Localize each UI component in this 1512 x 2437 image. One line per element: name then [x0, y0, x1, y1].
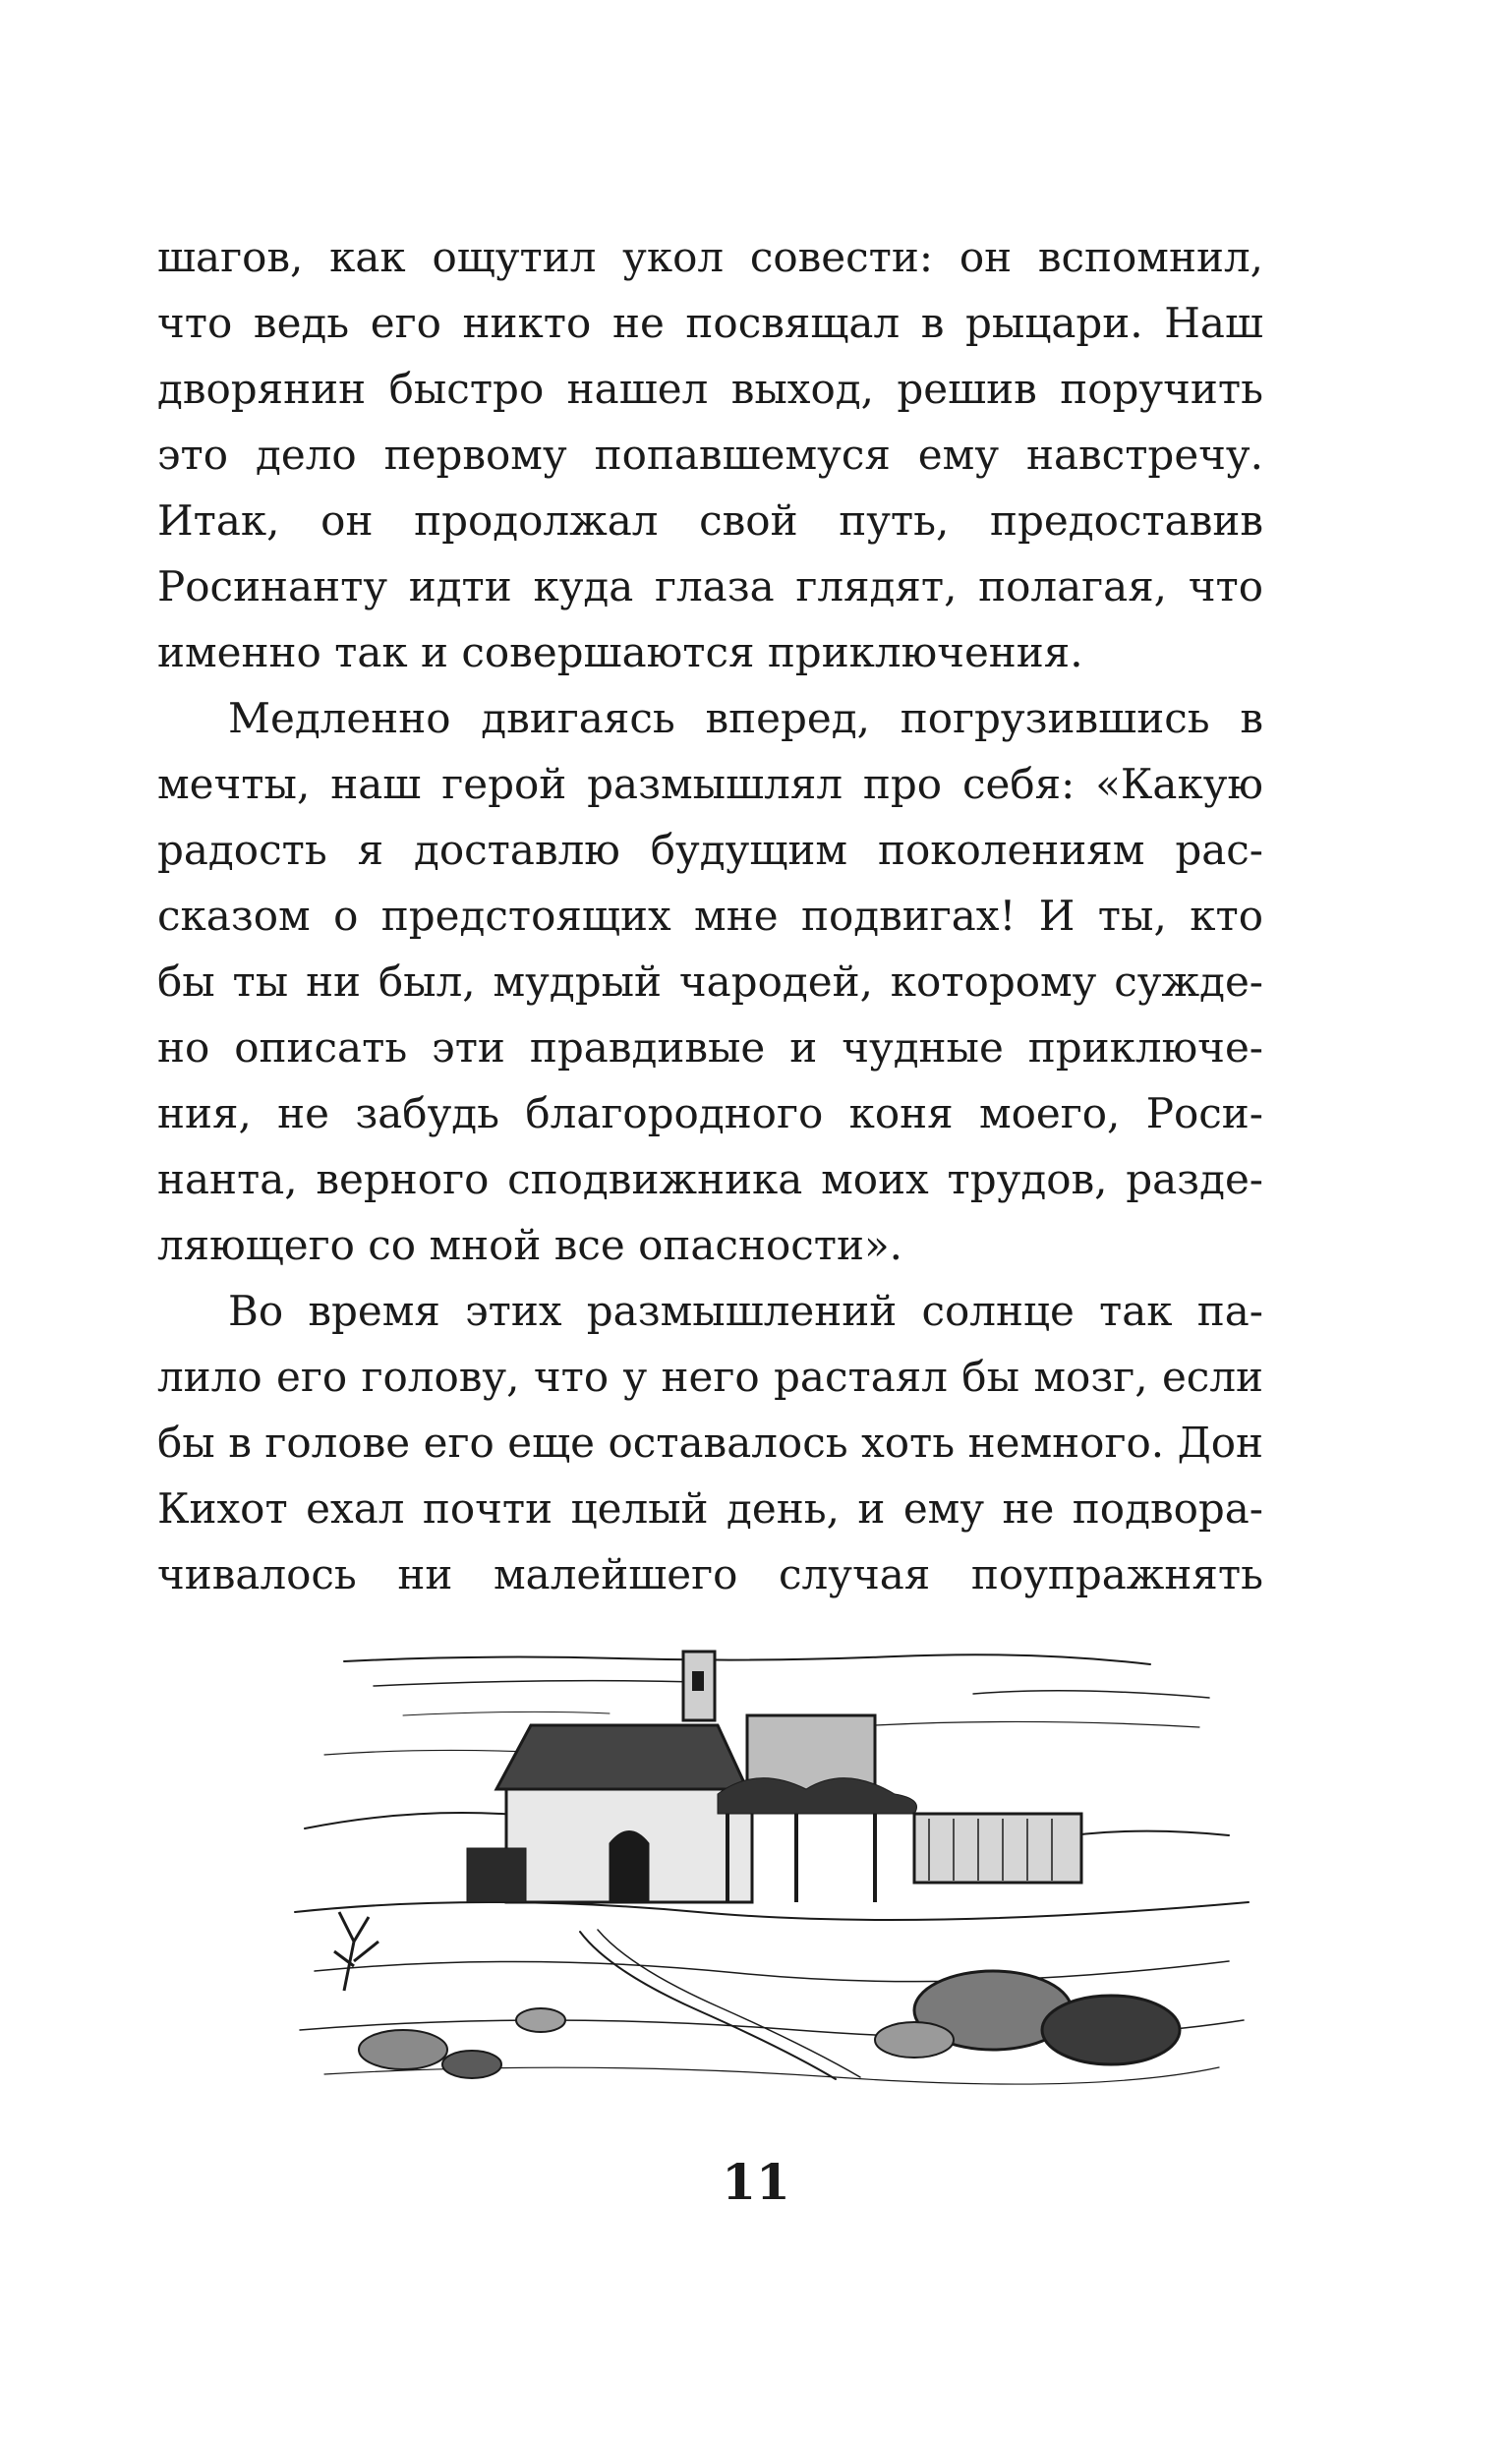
ground-line [295, 1902, 1249, 1920]
text-line: ляющего со мной все опасности». [157, 1221, 903, 1269]
shed [467, 1848, 526, 1902]
sky-streak [344, 1654, 1150, 1664]
sky-streak [875, 1721, 1199, 1727]
track [598, 1930, 860, 2077]
text-line: шагов, как ощутил укол совести: он вспомнил, [157, 233, 1263, 281]
rock [516, 2008, 565, 2032]
text-line: Росинанту идти куда глаза глядят, полагая, что [157, 562, 1263, 610]
rock [442, 2051, 501, 2078]
text-line: именно так и совершаются приключения. [157, 628, 1083, 676]
text-line: но описать эти правдивые и чудные приключе- [157, 1023, 1263, 1072]
text-line: ния, не забудь благородного коня моего, Роси- [157, 1089, 1263, 1137]
text-line: это дело первому попавшемуся ему навстречу. [157, 431, 1263, 479]
rock [359, 2030, 447, 2069]
text-line: чивалось ни малейшего случая поупражнять [157, 1550, 1263, 1598]
ground-line [315, 1961, 1229, 1982]
text-line: бы ты ни был, мудрый чародей, которому сужде- [157, 957, 1263, 1006]
text-line: Итак, он продолжал свой путь, предоставив [157, 496, 1263, 545]
rock [1042, 1996, 1180, 2064]
shrub [334, 1912, 378, 1991]
sky-streak [403, 1712, 610, 1715]
text-line: нанта, верного сподвижника моих трудов, разде- [157, 1155, 1263, 1203]
text-line: радость я доставлю будущим поколениям рас- [157, 826, 1263, 874]
text-line: дворянин быстро нашел выход, решив поручить [157, 365, 1263, 413]
house-roof [496, 1725, 747, 1789]
text-line: мечты, наш герой размышлял про себя: «Какую [157, 760, 1263, 808]
body-text [157, 224, 1263, 1607]
text-line: Во время этих размышлений солнце так па- [228, 1287, 1263, 1335]
sky-streak [973, 1691, 1209, 1698]
engraving-farmhouse-landscape-icon [285, 1617, 1253, 2099]
sky-streak [374, 1681, 698, 1686]
text-line: лило его голову, что у него растаял бы мозг, если [157, 1353, 1263, 1401]
text-line: сказом о предстоящих мне подвигах! И ты, кто [157, 892, 1263, 940]
foliage [718, 1778, 917, 1814]
text-line: Медленно двигаясь вперед, погрузившись в [228, 694, 1263, 742]
fence-wall [914, 1814, 1081, 1883]
text-line: что ведь его никто не посвящал в рыцари. Наш [157, 299, 1263, 347]
page-number: 11 [722, 2153, 790, 2211]
track [580, 1932, 836, 2079]
house-door [610, 1831, 649, 1903]
tower-window [692, 1671, 704, 1691]
text-line: Кихот ехал почти целый день, и ему не подвора- [157, 1484, 1263, 1533]
text-line: бы в голове его еще оставалось хоть немного. Дон [157, 1419, 1263, 1467]
rock [875, 2022, 954, 2058]
